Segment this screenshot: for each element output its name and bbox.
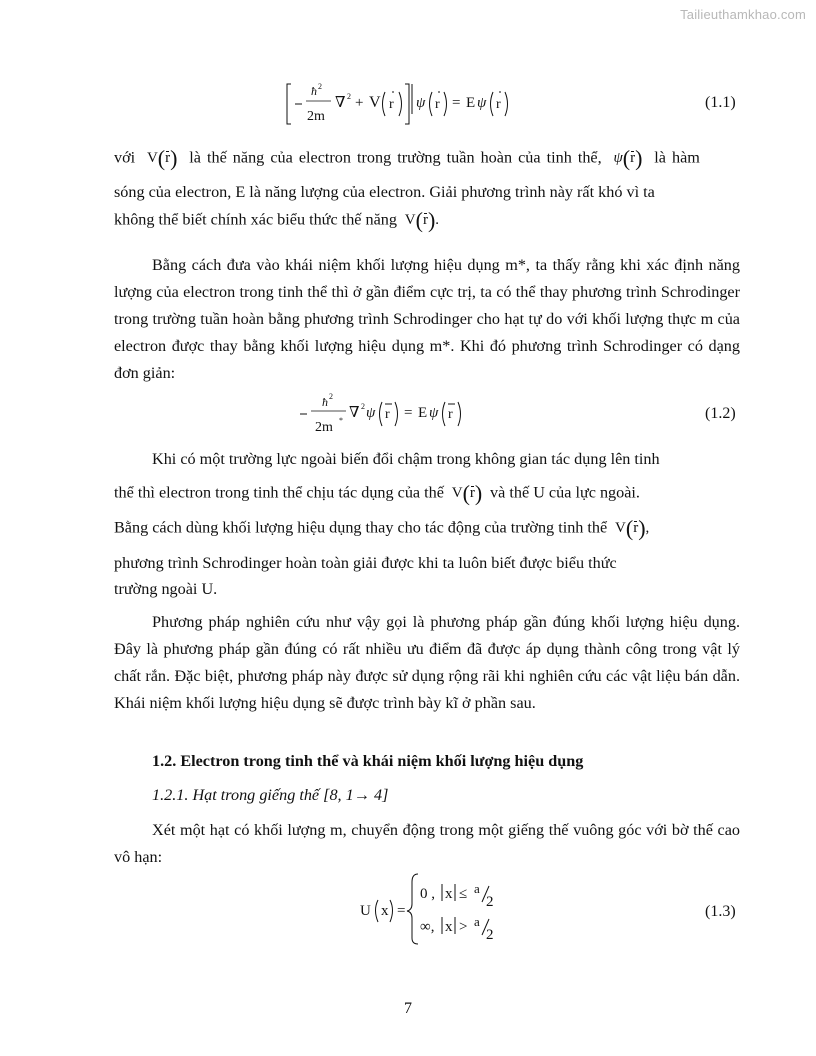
svg-text:2: 2: [486, 927, 494, 943]
math-V-r: V(r),: [611, 516, 650, 541]
equation-number: (1.3): [705, 903, 736, 920]
svg-text:>: >: [459, 919, 468, 935]
svg-text:U: U: [360, 903, 371, 919]
watermark: Tailieuthamkhao.com: [680, 7, 806, 22]
equation-1-3: [0, 868, 816, 948]
paragraph-3-line-3: [114, 518, 740, 540]
svg-text:=: =: [397, 903, 406, 919]
math-V-r: V(r): [141, 146, 178, 171]
math-V-r: V(r).: [401, 208, 440, 233]
text-fragment: là thế năng của electron trong trường tuần hoàn của tinh thể,: [189, 148, 602, 167]
svg-text:∇: ∇: [349, 405, 360, 421]
svg-text:x: x: [445, 919, 453, 935]
subsection-heading: 1.2.1. Hạt trong giếng thế [8, 1→ 4]: [152, 786, 389, 804]
paragraph-3-line-1: Khi có một trường lực ngoài biến đổi chậm trong không gian tác dụng lên tinh: [152, 450, 660, 468]
text-fragment: với: [114, 148, 136, 167]
svg-text:ψ: ψ: [429, 405, 439, 421]
text-fragment: Bằng cách dùng khối lượng hiệu dụng thay cho tác động của trường tinh thể: [114, 518, 608, 537]
svg-text:ψ: ψ: [416, 95, 426, 111]
equation-1-3-formula: [356, 868, 516, 948]
equation-1-2-formula: [298, 388, 478, 438]
svg-text:ψ: ψ: [477, 95, 487, 111]
section-heading: 1.2. Electron trong tinh thể và khái niệm khối lượng hiệu dụng: [152, 752, 584, 770]
text-fragment: là hàm: [654, 148, 700, 167]
svg-text:E: E: [466, 95, 476, 111]
svg-text:∇: ∇: [335, 95, 346, 111]
svg-text:r: r: [448, 407, 453, 422]
svg-text:ħ: ħ: [311, 84, 317, 98]
svg-text:∞,: ∞,: [420, 919, 435, 935]
svg-text:r: r: [496, 97, 501, 112]
svg-text:+: +: [355, 95, 364, 111]
svg-text:r: r: [389, 97, 394, 112]
svg-text:=: =: [452, 95, 461, 111]
equation-1-2: [0, 388, 816, 438]
svg-text:r: r: [385, 407, 390, 422]
paragraph-3-line-5: trường ngoài U.: [114, 580, 218, 598]
text-fragment: không thể biết chính xác biểu thức thế năng: [114, 210, 397, 229]
svg-text:a: a: [474, 881, 480, 896]
svg-text:*: *: [339, 416, 343, 425]
svg-text:x: x: [445, 886, 453, 902]
paragraph-3-line-4: phương trình Schrodinger hoàn toàn giải được khi ta luôn biết được biểu thức: [114, 554, 617, 572]
svg-text:ħ: ħ: [322, 395, 328, 409]
equation-number: (1.1): [705, 94, 736, 111]
text-fragment: và thế U của lực ngoài.: [490, 483, 640, 502]
equation-1-1: [0, 80, 816, 130]
paragraph-4: Phương pháp nghiên cứu như vậy gọi là phương pháp gần đúng khối lượng hiệu dụng. Đây là phương pháp gần đúng có rất nhiều ưu điểm đã được áp dụng thành công trong vật lý chất rắn. Đặc biệt, phương pháp này được sử dụng rộng rãi khi nghiên cứu các vật liệu bán dẫn. Khái niệm khối lượng hiệu dụng sẽ được trình bày kĩ ở phần sau.: [114, 613, 740, 712]
paragraph-1-line-2: sóng của electron, E là năng lượng của electron. Giải phương trình này rất khó vì ta: [114, 183, 655, 201]
svg-text:r: r: [435, 97, 440, 112]
equation-1-1-formula: [285, 80, 525, 130]
svg-text:2m: 2m: [315, 420, 333, 435]
svg-text:E: E: [418, 405, 428, 421]
paragraph-3-line-2: [114, 483, 740, 505]
math-psi-r: ψ(r): [613, 146, 643, 171]
svg-text:=: =: [404, 405, 413, 421]
svg-text:a: a: [474, 914, 480, 929]
paragraph-5: Xét một hạt có khối lượng m, chuyển động trong một giếng thế vuông góc với bờ thế cao vô hạn:: [114, 821, 740, 866]
math-V-r: V(r): [448, 481, 483, 506]
svg-text:2: 2: [329, 392, 333, 401]
svg-text:ψ: ψ: [366, 405, 376, 421]
svg-text:V: V: [369, 94, 381, 111]
svg-text:2: 2: [318, 82, 322, 91]
paragraph-1-line-3: [114, 210, 740, 232]
svg-text:2: 2: [486, 894, 494, 910]
svg-text:2: 2: [347, 92, 351, 101]
paragraph-2: Bằng cách đưa vào khái niệm khối lượng hiệu dụng m*, ta thấy rằng khi xác định năng lượng của electron trong tinh thể thì ở gần điểm cực trị, ta có thể thay phương trình Schrodinger trong trường tuần hoàn bằng phương trình Schrodinger cho hạt tự do với khối lượng thực m của electron được thay bằng khối lượng hiệu dụng m*. Khi đó phương trình Schrodinger có dạng đơn giản:: [114, 256, 740, 382]
svg-text:x: x: [381, 903, 389, 919]
svg-text:0 ,: 0 ,: [420, 886, 435, 902]
text-fragment: thể thì electron trong tinh thể chịu tác dụng của thế: [114, 483, 444, 502]
svg-text:2m: 2m: [307, 109, 325, 124]
page-number: 7: [404, 1000, 412, 1017]
svg-text:2: 2: [361, 402, 365, 411]
equation-number: (1.2): [705, 405, 736, 422]
paragraph-1-line-1: [114, 148, 740, 170]
svg-text:≤: ≤: [459, 886, 468, 902]
